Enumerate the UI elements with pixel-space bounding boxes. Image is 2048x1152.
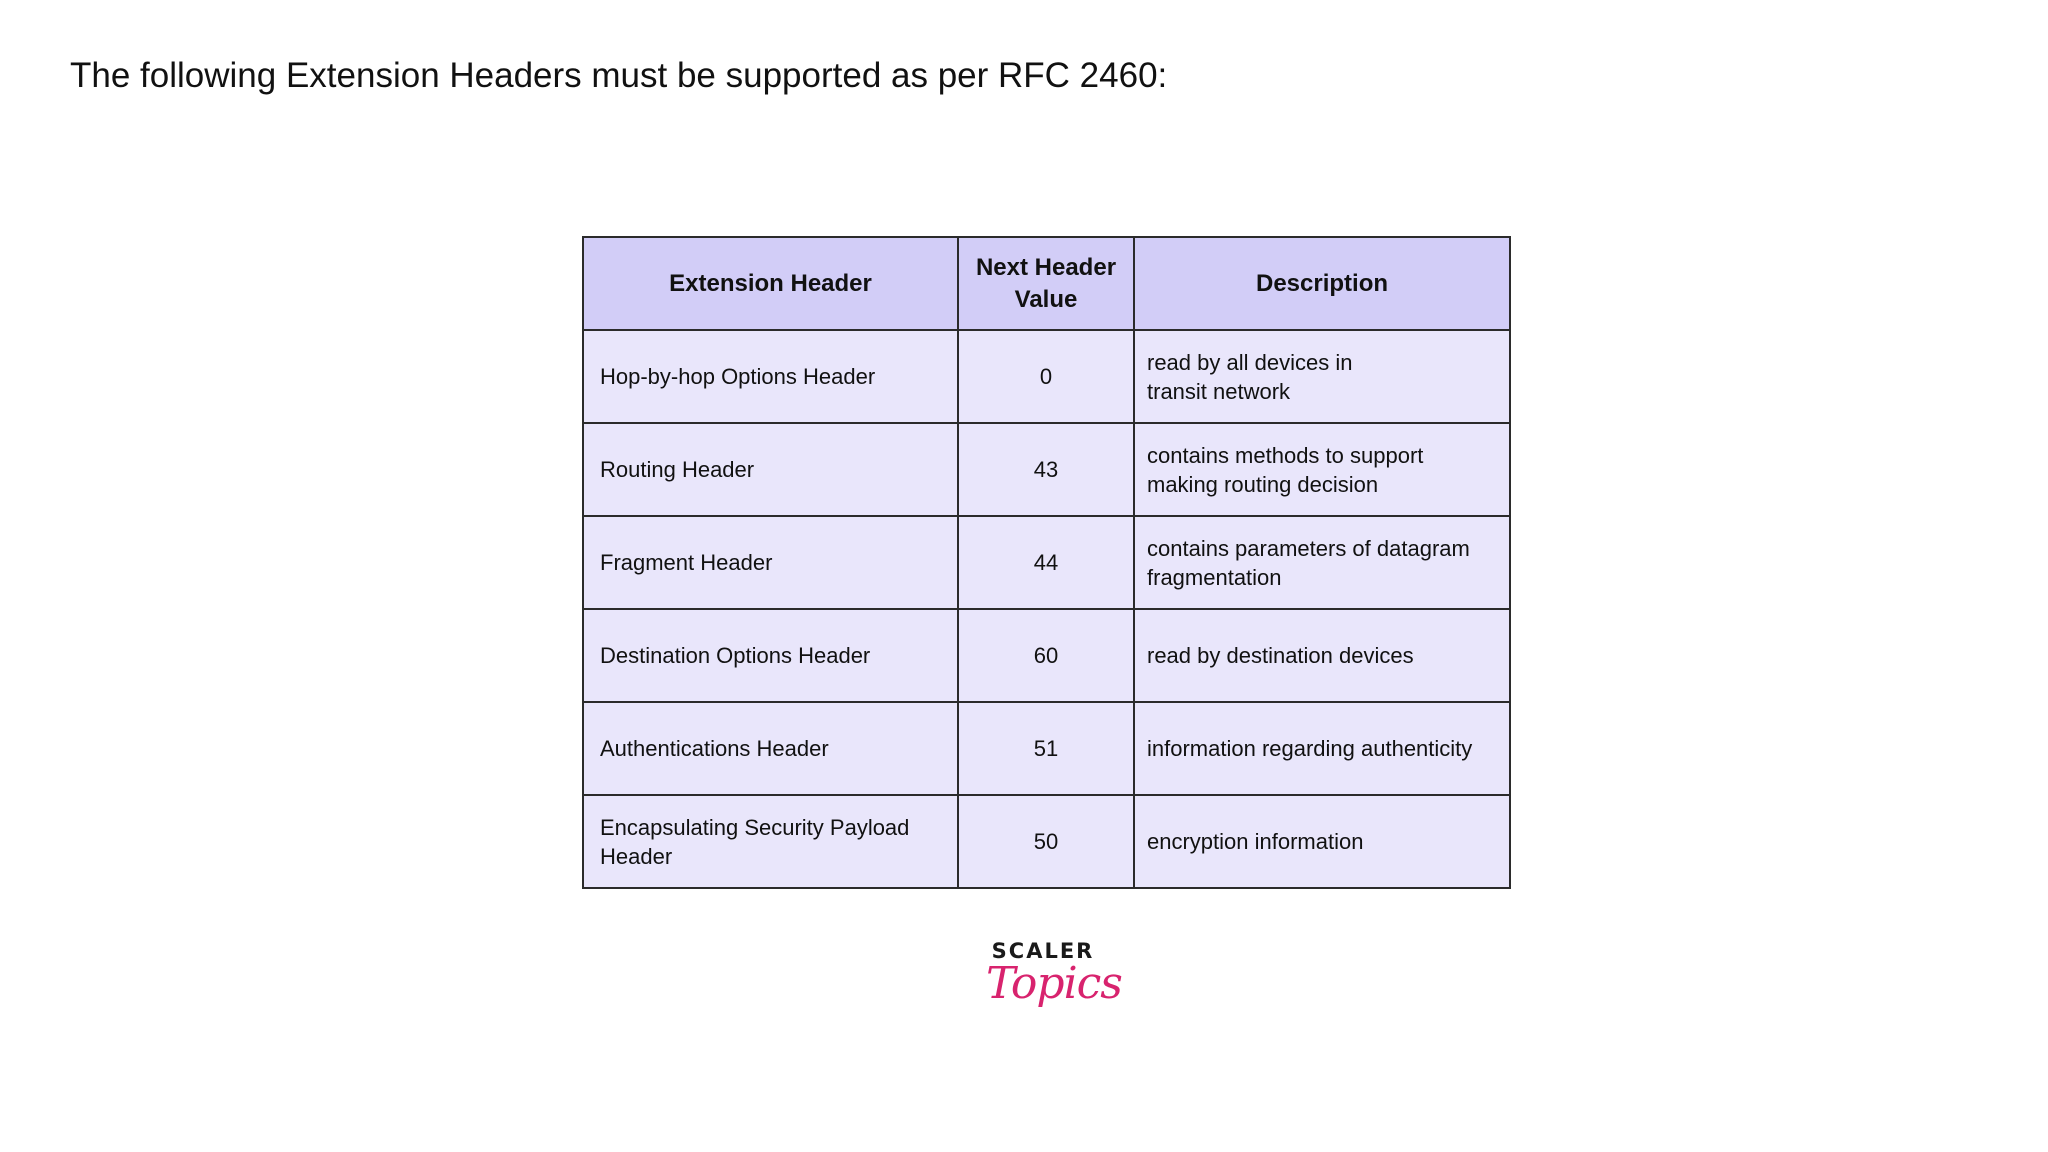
cell-line: Destination Options Header [600, 643, 871, 668]
cell-line: transit network [1147, 378, 1291, 404]
header-extension-header [583, 237, 958, 330]
cell-extension-header [583, 423, 958, 516]
cell-line: fragmentation [1147, 564, 1282, 590]
cell-extension-header [583, 516, 958, 609]
cell-description [1134, 423, 1510, 516]
cell-next-header-value: 60 [958, 609, 1134, 702]
page-title: The following Extension Headers must be supported as per RFC 2460: [70, 56, 1168, 95]
cell-next-header-value: 44 [958, 516, 1134, 609]
table-row [583, 702, 1510, 795]
cell-line: information regarding authenticity [1147, 736, 1473, 761]
header-line: Extension Header [669, 269, 872, 297]
cell-description [1134, 516, 1510, 609]
table-header-row [583, 237, 1510, 330]
cell-line: contains methods to support [1147, 442, 1424, 468]
cell-next-header-value: 51 [958, 702, 1134, 795]
cell-line: read by destination devices [1147, 643, 1414, 668]
cell-extension-header [583, 609, 958, 702]
table-row [583, 330, 1510, 423]
cell-next-header-value: 43 [958, 423, 1134, 516]
cell-description [1134, 795, 1510, 888]
cell-line: Header [600, 843, 673, 869]
table-row [583, 795, 1510, 888]
header-next-header-value [958, 237, 1134, 330]
header-description [1134, 237, 1510, 330]
cell-extension-header [583, 702, 958, 795]
header-line: Next Header [975, 253, 1117, 281]
table-row [583, 609, 1510, 702]
logo-wordmark: SCALER [991, 939, 1095, 963]
cell-line: Encapsulating Security Payload [600, 814, 910, 840]
cell-line: Fragment Header [600, 550, 773, 575]
cell-extension-header [583, 330, 958, 423]
cell-next-header-value: 50 [958, 795, 1134, 888]
cell-line: contains parameters of datagram [1147, 535, 1470, 561]
cell-line: Routing Header [600, 457, 755, 482]
header-line: Description [1255, 269, 1389, 297]
extension-headers-table [582, 236, 1511, 889]
cell-extension-header [583, 795, 958, 888]
cell-line: encryption information [1147, 829, 1364, 854]
table-row [583, 516, 1510, 609]
cell-description [1134, 609, 1510, 702]
table-row [583, 423, 1510, 516]
header-line: Value [1014, 285, 1078, 313]
cell-description [1134, 330, 1510, 423]
cell-line: Authentications Header [600, 736, 829, 761]
cell-description [1134, 702, 1510, 795]
cell-next-header-value: 0 [958, 330, 1134, 423]
scaler-topics-logo [986, 938, 1122, 1030]
cell-line: Hop-by-hop Options Header [600, 364, 876, 389]
logo-script: Topics [986, 958, 1122, 1009]
cell-line: read by all devices in [1147, 349, 1353, 375]
cell-line: making routing decision [1147, 471, 1379, 497]
